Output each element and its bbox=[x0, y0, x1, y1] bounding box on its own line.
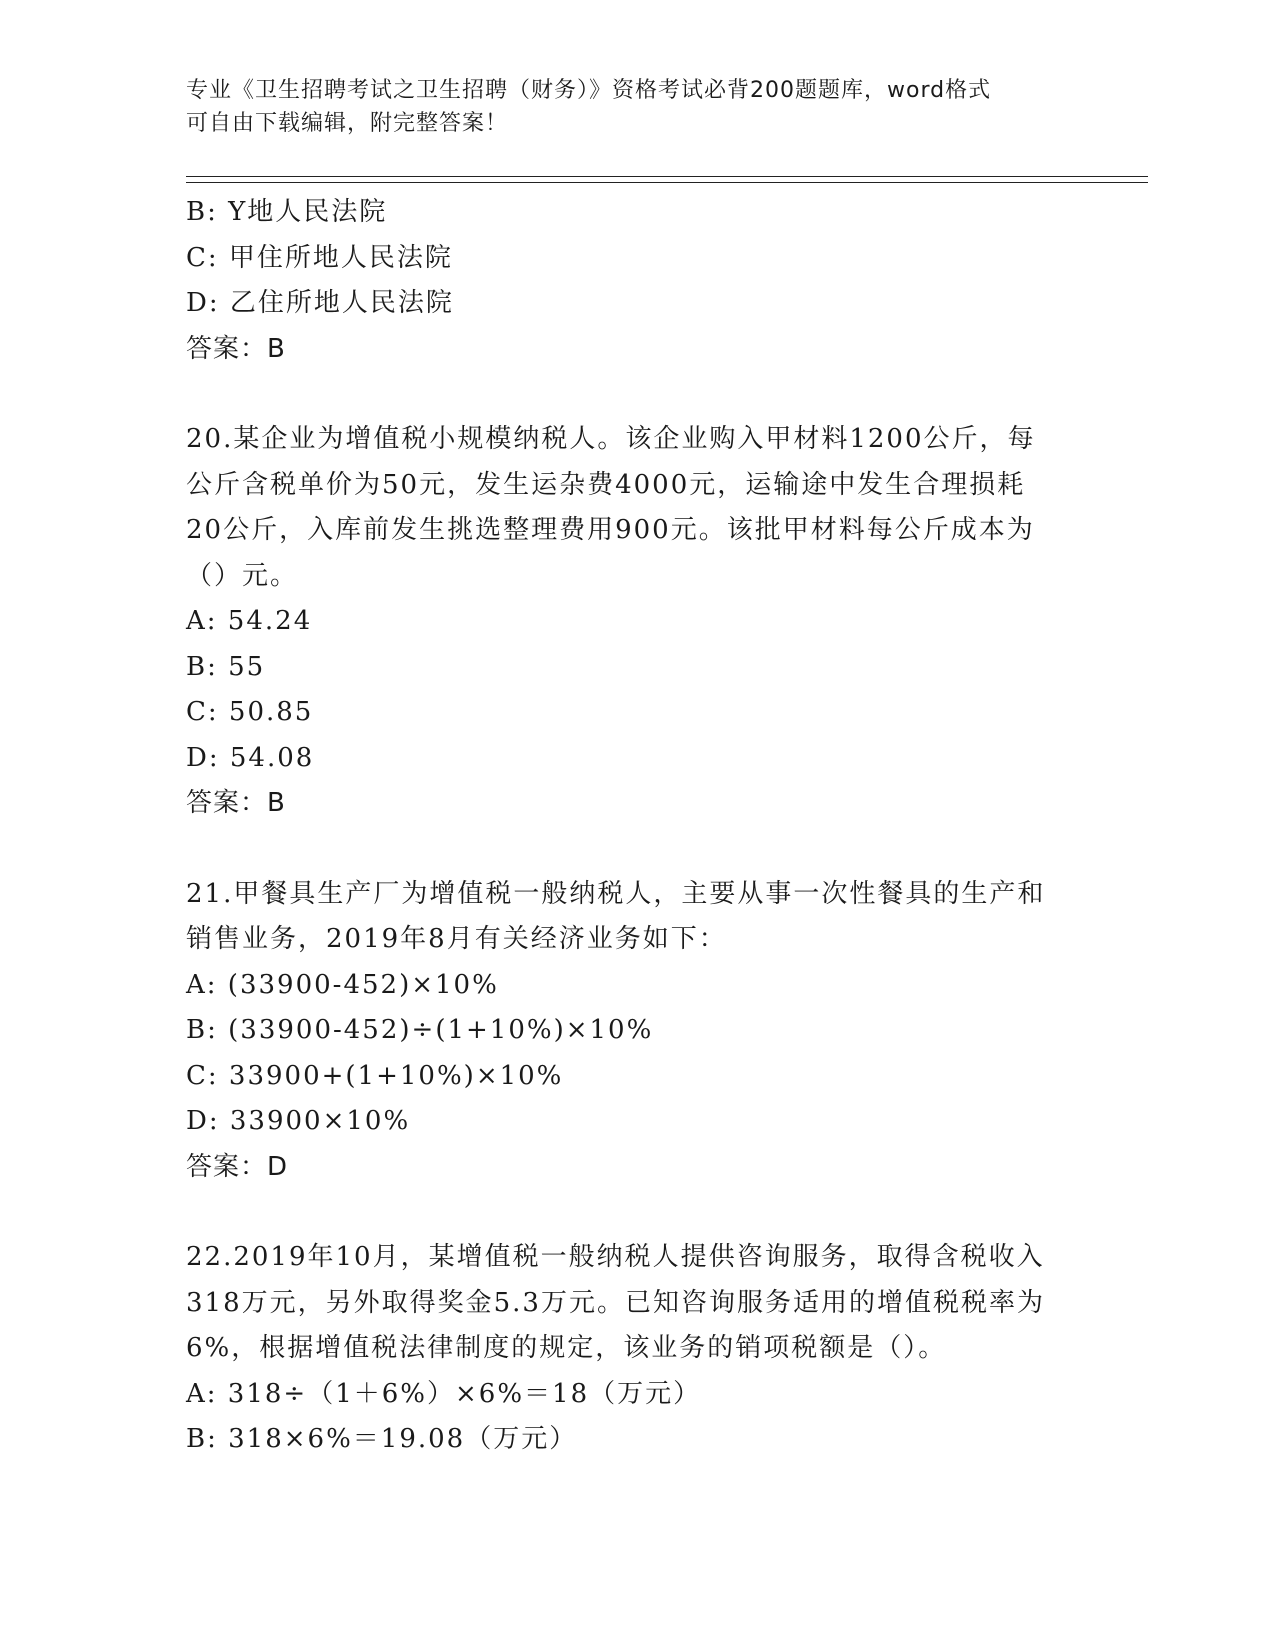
option-c: C: 50.85 bbox=[186, 697, 314, 727]
question-stem-line: （）元。 bbox=[186, 560, 299, 591]
option-a: A: 54.24 bbox=[186, 606, 313, 636]
answer-line: 答案：B bbox=[186, 333, 286, 364]
question-spacer bbox=[186, 372, 1086, 417]
option-b: B: 55 bbox=[186, 651, 266, 682]
option-d: D: 54.08 bbox=[186, 742, 315, 773]
question-21 bbox=[186, 872, 1086, 1191]
question-stem-line: 318万元，另外取得奖金5.3万元。已知咨询服务适用的增值税税率为 bbox=[186, 1287, 1045, 1318]
question-stem-line: 6%，根据增值税法律制度的规定，该业务的销项税额是（）。 bbox=[186, 1333, 947, 1363]
option-a: A: (33900-452)×10% bbox=[186, 969, 499, 1000]
document-header bbox=[186, 74, 1066, 140]
question-20 bbox=[186, 417, 1086, 827]
question-stem-line: 22.2019年10月，某增值税一般纳税人提供咨询服务，取得含税收入 bbox=[186, 1242, 1045, 1272]
option-b: B: 318×6%＝19.08（万元） bbox=[186, 1424, 578, 1454]
question-stem-line: 20公斤，入库前发生挑选整理费用900元。该批甲材料每公斤成本为 bbox=[186, 515, 1035, 545]
header-line-2: 可自由下载编辑，附完整答案！ bbox=[186, 111, 509, 136]
question-stem-line: 公斤含税单价为50元，发生运杂费4000元，运输途中发生合理损耗 bbox=[186, 469, 1026, 500]
answer-line: 答案：D bbox=[186, 1151, 289, 1182]
option-b: B: Y地人民法院 bbox=[186, 197, 388, 227]
document-body bbox=[186, 190, 1086, 1463]
option-d: D: 乙住所地人民法院 bbox=[186, 288, 454, 318]
question-spacer bbox=[186, 827, 1086, 872]
question-19-tail bbox=[186, 190, 1086, 372]
option-d: D: 33900×10% bbox=[186, 1106, 411, 1136]
question-stem-line: 21.甲餐具生产厂为增值税一般纳税人，主要从事一次性餐具的生产和 bbox=[186, 878, 1046, 909]
header-double-rule bbox=[186, 176, 1148, 183]
option-a: A: 318÷（1＋6%）×6%＝18（万元） bbox=[186, 1378, 702, 1409]
question-22 bbox=[186, 1235, 1086, 1463]
question-spacer bbox=[186, 1190, 1086, 1235]
option-b: B: (33900-452)÷(1+10%)×10% bbox=[186, 1015, 654, 1045]
option-c: C: 甲住所地人民法院 bbox=[186, 242, 453, 273]
question-stem-line: 20.某企业为增值税小规模纳税人。该企业购入甲材料1200公斤，每 bbox=[186, 424, 1036, 454]
question-stem-line: 销售业务，2019年8月有关经济业务如下： bbox=[186, 924, 727, 954]
option-c: C: 33900+(1+10%)×10% bbox=[186, 1060, 564, 1091]
header-line-1: 专业《卫生招聘考试之卫生招聘（财务）》资格考试必背200题题库，word格式 bbox=[186, 78, 992, 103]
answer-line: 答案：B bbox=[186, 788, 286, 818]
